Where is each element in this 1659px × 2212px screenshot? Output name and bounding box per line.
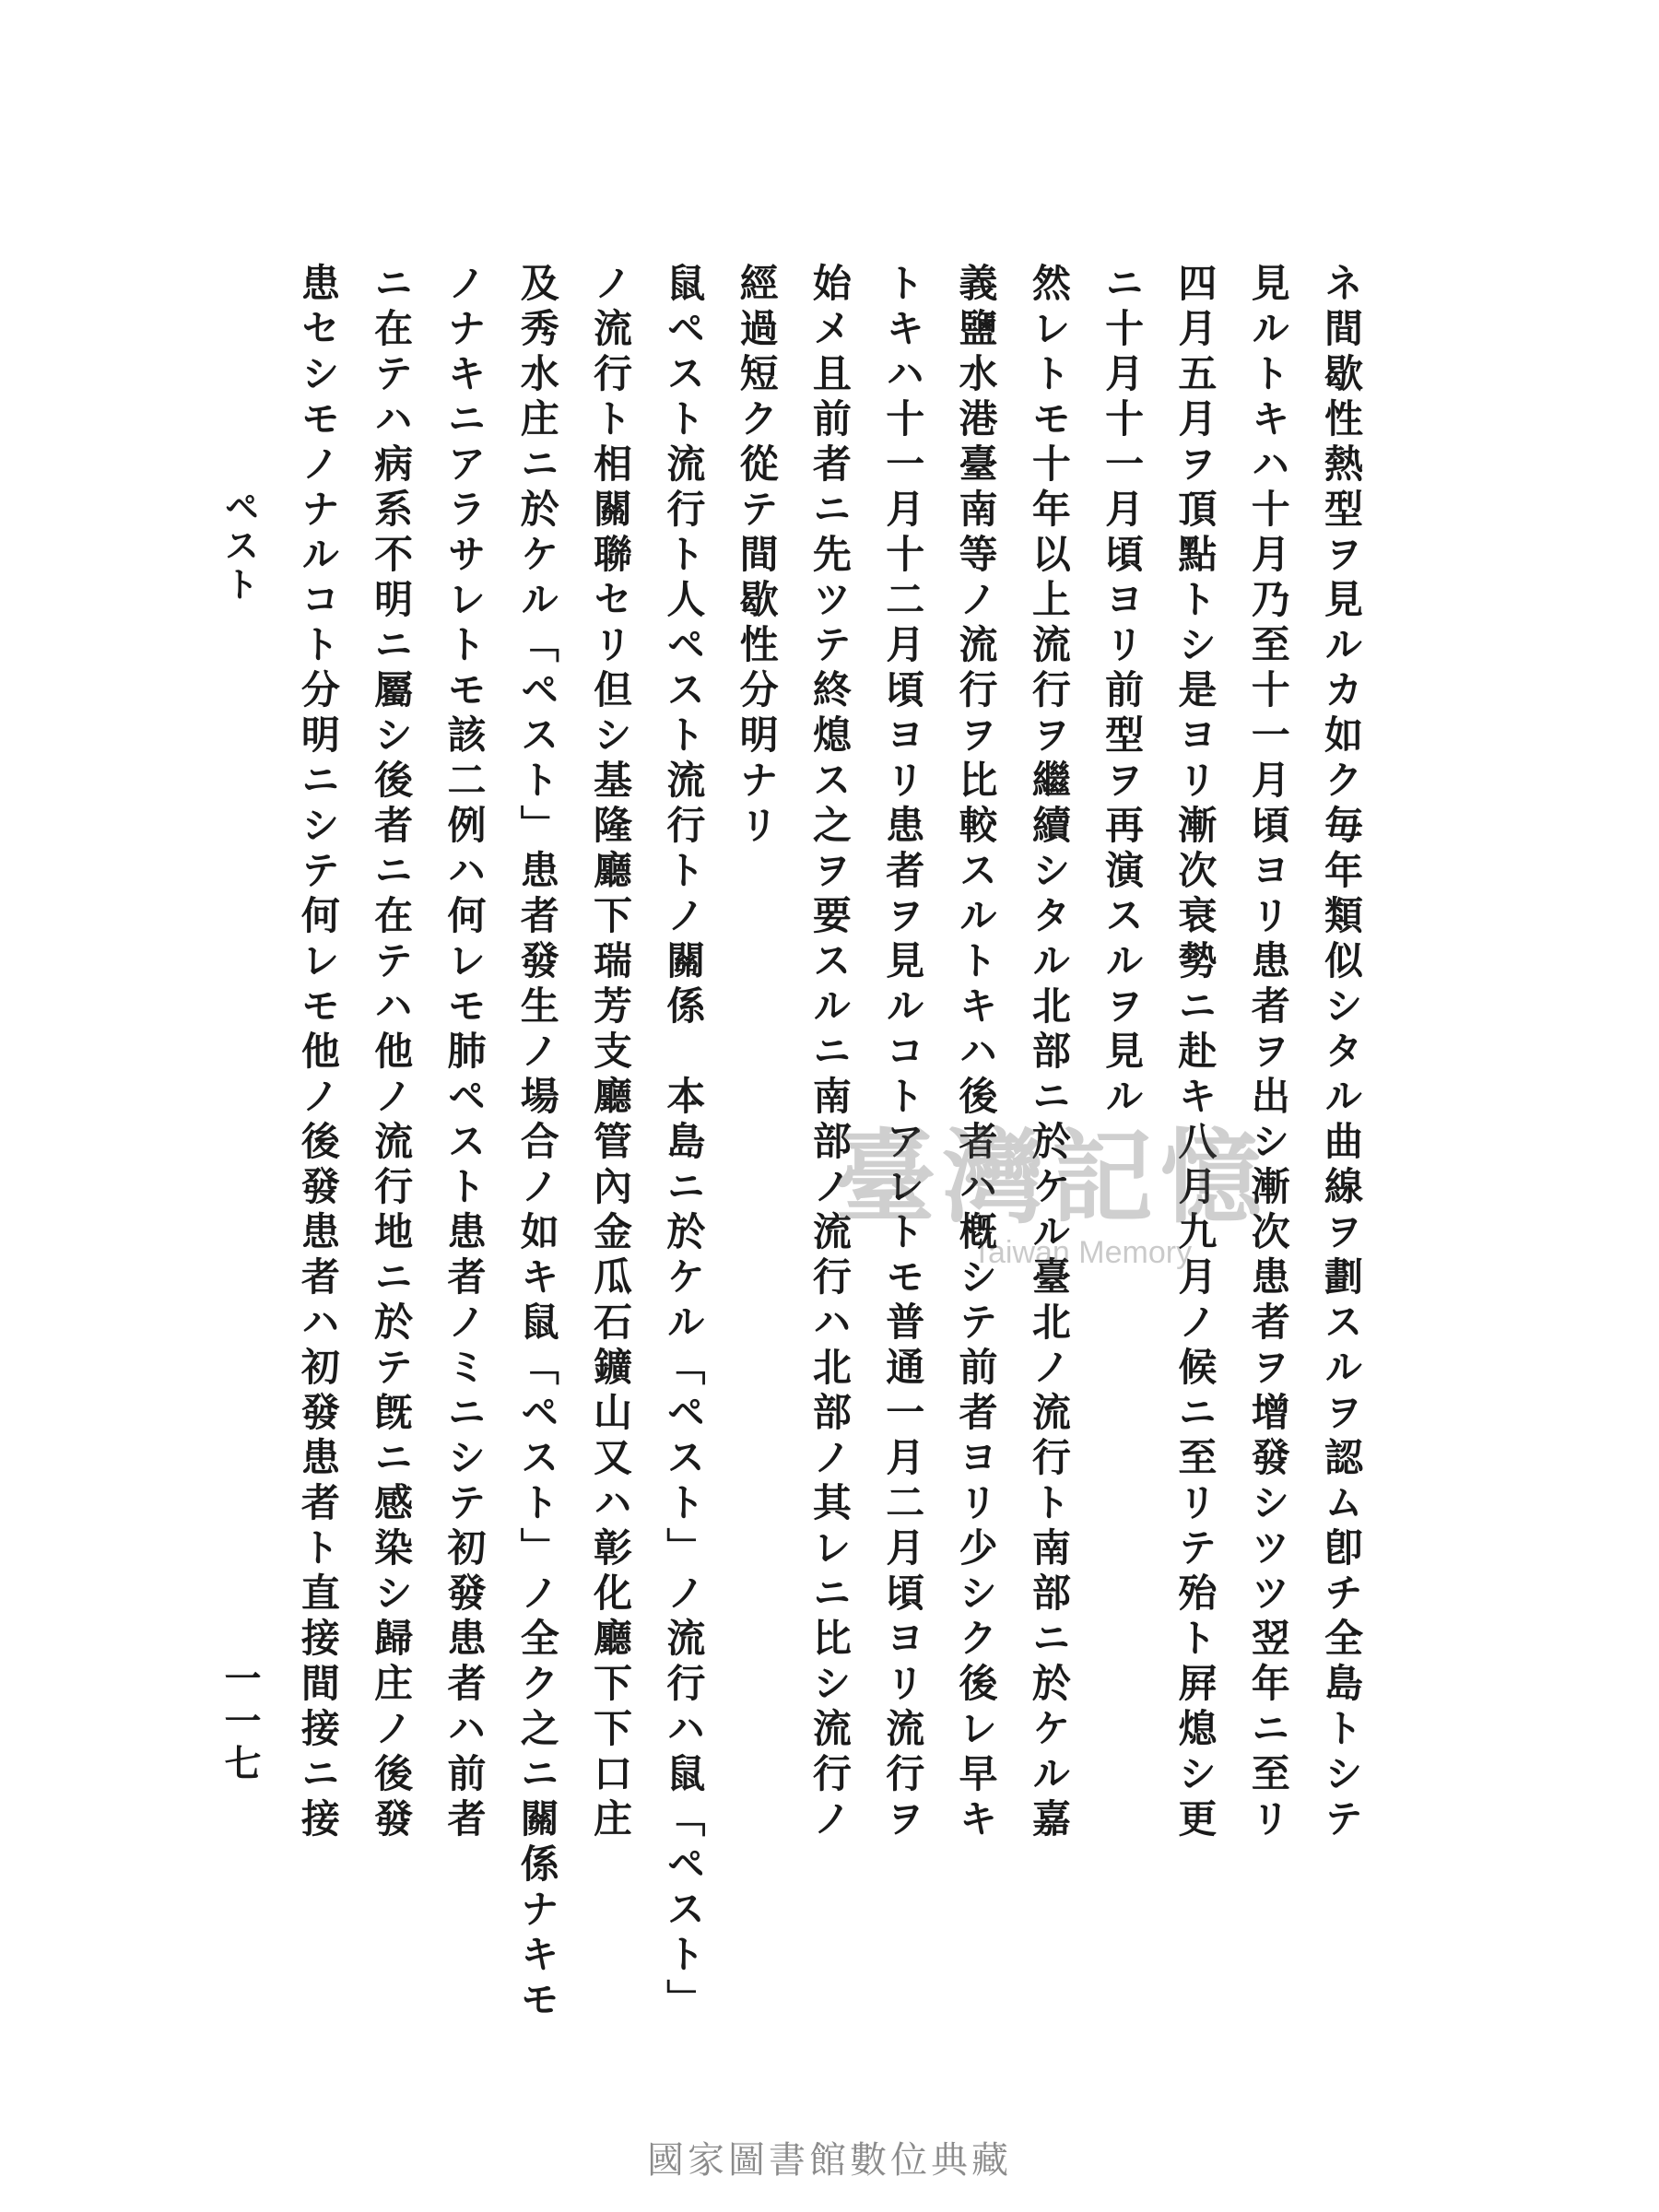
text-line: 及秀水庄ニ於ケル「ペスト」患者發生ノ場合ノ如キ鼠「ペスト」ノ全ク之ニ關係ナキモ [514,263,560,2024]
text-line: 四月五月ヲ頂點トシ是ヨリ漸次衰勢ニ赴キ八月九月ノ候ニ至リテ殆ト屛熄シ更 [1172,263,1218,1843]
text-line: ニ在テハ病系不明ニ屬シ後者ニ在テハ他ノ流行地ニ於テ旣ニ感染シ歸庄ノ後發 [369,263,415,1843]
text-line: トキハ十一月十二月頃ヨリ患者ヲ見ルコトアレトモ普通一月二月頃ヨリ流行ヲ [880,263,926,1843]
body-text [282,263,1378,2083]
text-line: ノナキニアラサレトモ該二例ハ何レモ肺ペスト患者ノミニシテ初發患者ハ前者 [441,263,488,1843]
text-line: 見ルトキハ十月乃至十一月頃ヨリ患者ヲ出シ漸次患者ヲ增發シツツ翌年ニ至リ [1245,263,1291,1843]
footer-credit: 國家圖書館數位典藏 [647,2139,1012,2182]
text-line: ニ十月十一月頃ヨリ前型ヲ再演スルヲ見ル [1100,263,1146,1121]
running-title: ペスト [218,488,260,605]
text-line: 義鹽水港臺南等ノ流行ヲ比較スルトキハ後者ハ槪シテ前者ヨリ少シク後レ早キ [953,263,999,1843]
page-number: 一一七 [218,1659,262,1786]
watermark-cjk-text: 臺灣記憶 [834,1118,1269,1237]
text-line: 患セシモノナルコト分明ニシテ何レモ他ノ後發患者ハ初發患者ト直接間接ニ接 [295,263,341,1843]
text-line: ネ間歇性熱型ヲ見ルカ如ク毎年類似シタル曲線ヲ劃スルヲ認ム卽チ全島トシテ [1319,263,1364,1843]
text-line: 經過短ク從テ間歇性分明ナリ [734,263,780,850]
text-line: 然レトモ十年以上流行ヲ繼續シタル北部ニ於ケル臺北ノ流行ト南部ニ於ケル嘉 [1026,263,1072,1843]
text-line: 鼠ペスト流行ト人ペスト流行トノ關係 本島ニ於ケル「ペスト」ノ流行ハ鼠「ペスト」 [661,263,707,2024]
text-line: ノ流行ト相關聯セリ但シ基隆廳下瑞芳支廳管內金瓜石鑛山又ハ彰化廳下下口庄 [588,263,634,1843]
watermark-en-text: Taiwan Memory [972,1235,1193,1270]
text-line: 始メ且前者ニ先ツテ終熄ス之ヲ要スルニ南部ノ流行ハ北部ノ其レニ比シ流行ノ [806,263,853,1843]
